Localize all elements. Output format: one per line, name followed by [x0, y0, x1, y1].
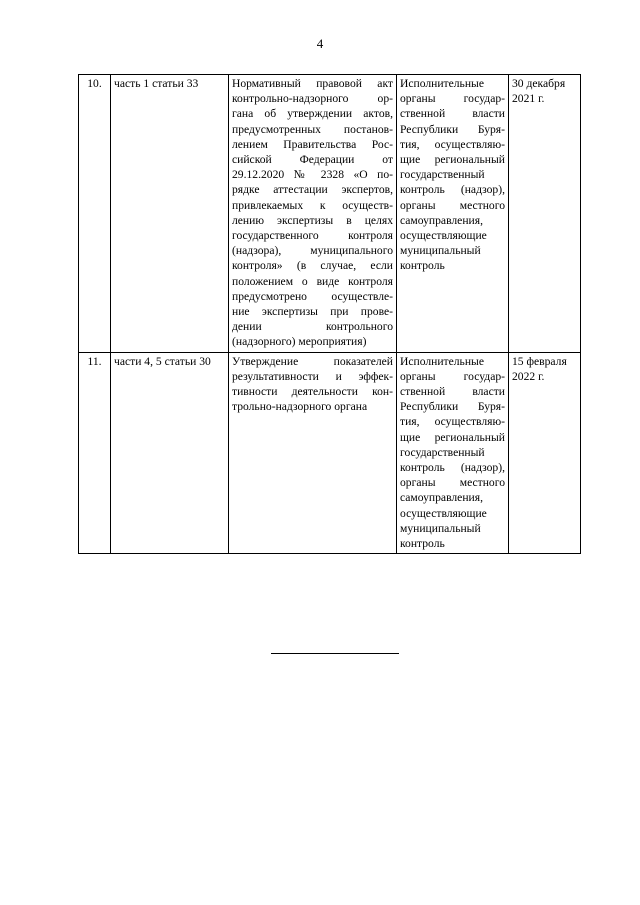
text-line: тия, осуществляю- [400, 137, 505, 151]
text-line: Республики Буря- [400, 122, 505, 136]
text-line: сийской Федерации от [232, 153, 393, 167]
text-line: Нормативный правовой акт [232, 77, 393, 90]
text-line: органы местного [400, 198, 505, 212]
text-line: трольно-надзорного органа [232, 400, 368, 414]
text-line: Утверждение показателей [232, 354, 393, 368]
law-reference: часть 1 статьи 33 [111, 75, 229, 353]
text-line: органы государ- [400, 369, 505, 383]
text-line: результативности и эффек- [232, 369, 393, 383]
text-line: ственной власти [400, 385, 505, 399]
responsible-executors [397, 75, 509, 353]
deadline [509, 75, 581, 353]
text-line: привлекаемых к осуществ- [232, 198, 393, 212]
text-line: 30 декабря [512, 77, 566, 90]
text-line: 2021 г. [512, 92, 545, 106]
text-line: 2022 г. [512, 369, 545, 383]
document-description [229, 75, 397, 353]
text-line: контрольно-надзорного ор- [232, 92, 393, 106]
text-line: щие региональный [400, 153, 505, 167]
text-line: контроль (надзор), [400, 183, 505, 197]
text-line: предусмотренных постанов- [232, 122, 393, 136]
text-line: контроль (надзор), [400, 461, 505, 475]
text-line: 15 февраля [512, 354, 567, 368]
text-line: предусмотрено осуществле- [232, 289, 393, 303]
text-line: 29.12.2020 № 2328 «О по- [232, 168, 393, 182]
text-line: лению экспертизы в целях [232, 213, 393, 227]
text-line: лением Правительства Рос- [232, 137, 393, 151]
text-line: Республики Буря- [400, 400, 505, 414]
text-line: контроль [400, 537, 445, 551]
page-number: 4 [316, 36, 324, 51]
row-number: 10. [79, 75, 111, 353]
closing-rule [271, 653, 399, 654]
text-line: муниципальный [400, 244, 481, 258]
text-line: гана об утверждении актов, [232, 107, 393, 121]
text-line: осуществляющие [400, 506, 487, 520]
text-line: муниципальный [400, 521, 481, 535]
text-line: государственный [400, 445, 485, 459]
measures-table [78, 74, 581, 554]
text-line: положением о виде контроля [232, 274, 393, 288]
text-line: осуществляющие [400, 229, 487, 243]
row-number: 11. [79, 352, 111, 554]
text-line: щие региональный [400, 430, 505, 444]
text-line: органы государ- [400, 92, 505, 106]
text-line: дении контрольного [232, 320, 393, 334]
table-row [79, 75, 581, 353]
text-line: органы местного [400, 476, 505, 490]
text-line: государственного контроля [232, 229, 393, 243]
document-description [229, 352, 397, 554]
text-line: (надзора), муниципального [232, 244, 393, 258]
text-line: рядке аттестации экспертов, [232, 183, 393, 197]
text-line: ственной власти [400, 107, 505, 121]
text-line: Исполнительные [400, 77, 484, 90]
table-row [79, 352, 581, 554]
text-line: (надзорного) мероприятия) [232, 335, 367, 349]
text-line: тивности деятельности кон- [232, 385, 393, 399]
responsible-executors [397, 352, 509, 554]
law-reference: части 4, 5 статьи 30 [111, 352, 229, 554]
text-line: Исполнительные [400, 354, 484, 368]
text-line: самоуправления, [400, 491, 483, 505]
text-line: контроль [400, 259, 445, 273]
deadline [509, 352, 581, 554]
text-line: тия, осуществляю- [400, 415, 505, 429]
text-line: самоуправления, [400, 213, 483, 227]
text-line: ние экспертизы при прове- [232, 305, 393, 319]
text-line: контроля» (в случае, если [232, 259, 393, 273]
text-line: государственный [400, 168, 485, 182]
